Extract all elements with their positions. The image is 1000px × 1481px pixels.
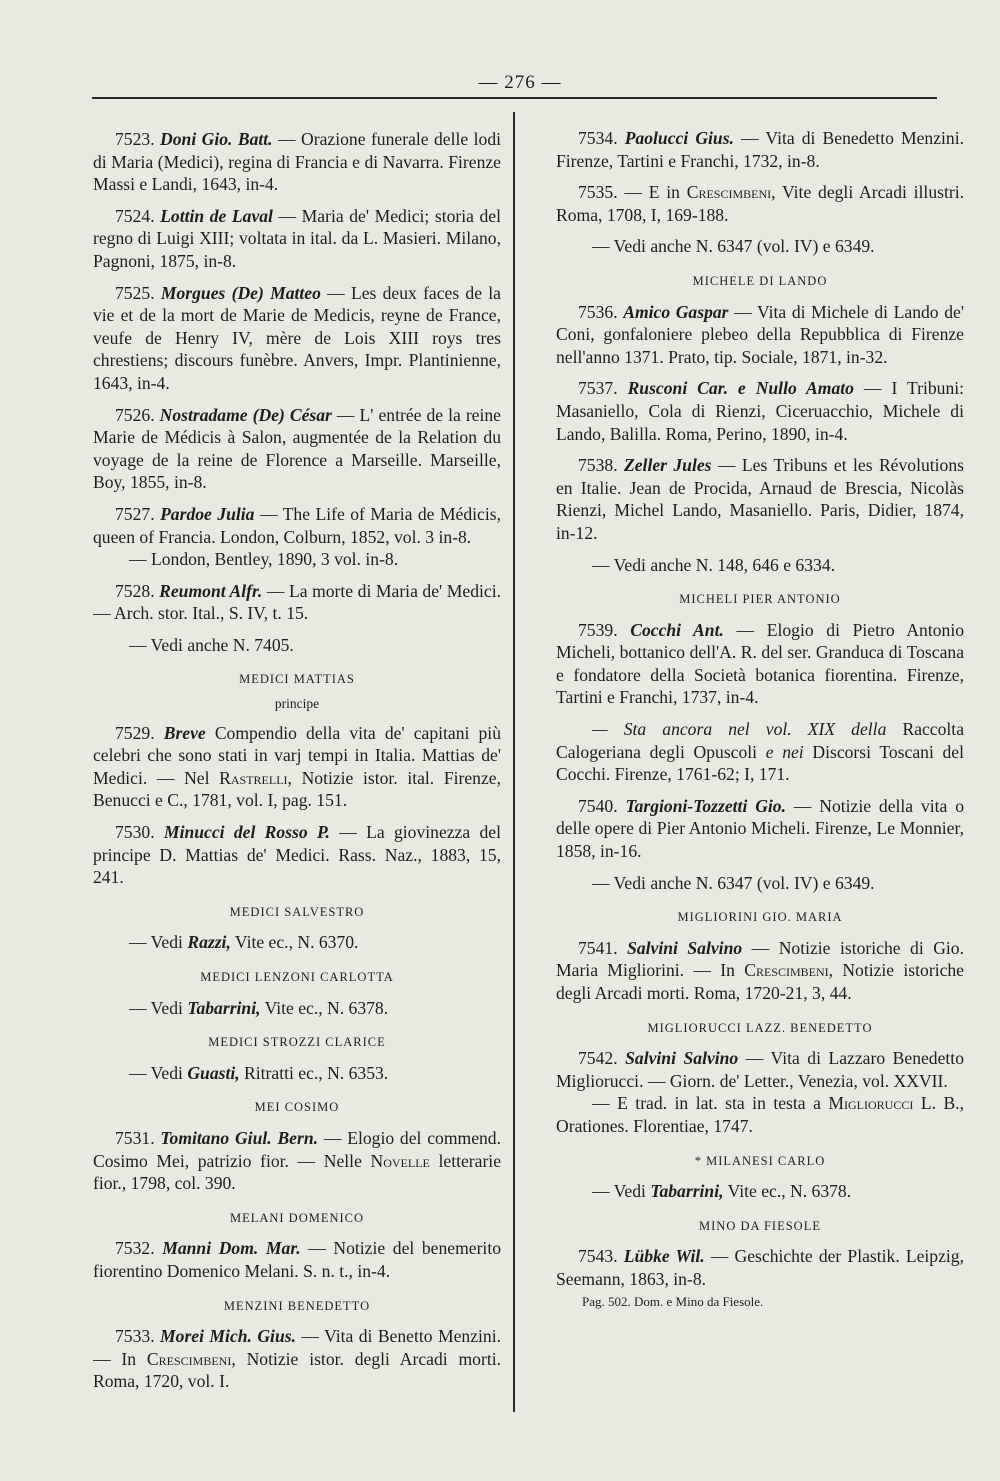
entry-7542: 7542. Salvini Salvino — Vita di Lazzaro Benedetto Migliorucci. — Giorn. de' Letter., Venezia, vol. XXVII.	[556, 1048, 964, 1091]
entry-7543-note: Pag. 502. Dom. e Mino da Fiesole.	[582, 1293, 764, 1309]
entry-7524: 7524. Lottin de Laval — Maria de' Medici; storia del regno di Luigi XIII; voltata in ital. da L. Masieri. Milano, Pagnoni, 1875, in-8.	[93, 205, 502, 271]
entry-7529: 7529. Breve Compendio della vita de' capitani più celebri che sono stati in varj tempi in Italia. Mattias de' Medici. — Nel Rastrelli, Notizie istor. ital. Firenze, Benucci e C., 1781, vol. I, pag. 151.	[93, 722, 501, 811]
entry-7532: 7532. Manni Dom. Mar. — Notizie del benemerito fiorentino Domenico Melani. S. n. t., in-4.	[93, 1238, 502, 1281]
heading-medici-lenzoni: MEDICI LENZONI CARLOTTA	[200, 970, 394, 984]
top-rule	[92, 97, 937, 99]
heading-menzini: MENZINI BENEDETTO	[223, 1298, 371, 1313]
entry-7534: 7534. Paolucci Gius. — Vita di Benedetto Menzini. Firenze, Tartini e Franchi, 1732, in-8.	[556, 128, 965, 171]
heading-mino-da-fiesole: MINO DA FIESOLE	[699, 1218, 821, 1233]
entry-7527: 7527. Pardoe Julia — The Life of Maria de Médicis, queen of Francia. London, Colburn, 1852, vol. 3 in-8.	[93, 503, 501, 547]
entry-7542-cont: — E trad. in lat. sta in testa a Migliorucci L. B., Orationes. Florentiae, 1747.	[556, 1093, 964, 1136]
heading-medici-salvestro: MEDICI SALVESTRO	[229, 904, 365, 919]
entry-milanesi-ref: — Vedi Tabarrini, Vite ec., N. 6378.	[592, 1181, 852, 1202]
entry-7535: 7535. — E in Crescimbeni, Vite degli Arcadi illustri. Roma, 1708, I, 169-188.	[556, 182, 964, 225]
heading-medici-strozzi: MEDICI STROZZI CLARICE	[208, 1035, 386, 1050]
subheading-principe: principe	[274, 696, 320, 712]
heading-michele-di-lando: MICHELE DI LANDO	[692, 273, 828, 288]
entry-salvestro-ref: — Vedi Razzi, Vite ec., N. 6370.	[129, 932, 359, 953]
entry-7537: 7537. Rusconi Car. e Nullo Amato — I Tribuni: Masaniello, Cola di Rienzi, Ciceruacchio, Michele di Lando, Balilla. Roma, Perino, 1890, in-4.	[556, 378, 965, 444]
entry-7539-cont: — Sta ancora nel vol. XIX della Raccolta Calogeriana degli Opuscoli e nei Discorsi Toscani del Cocchi. Firenze, 1761-62; I, 171.	[556, 719, 964, 785]
heading-milanesi: * MILANESI CARLO	[694, 1153, 826, 1168]
entry-lenzoni-ref: — Vedi Tabarrini, Vite ec., N. 6378.	[129, 997, 389, 1018]
heading-migliorucci: MIGLIORUCCI LAZZ. BENEDETTO	[647, 1020, 873, 1035]
entry-7540-cont: — Vedi anche N. 6347 (vol. IV) e 6349.	[592, 872, 875, 893]
entry-7531: 7531. Tomitano Giul. Bern. — Elogio del commend. Cosimo Mei, patrizio fior. — Nelle Novelle letterarie fior., 1798, col. 390.	[93, 1127, 502, 1194]
entry-7528-cont: — Vedi anche N. 7405.	[129, 634, 294, 655]
entry-7535-cont: — Vedi anche N. 6347 (vol. IV) e 6349.	[592, 236, 875, 257]
entry-7538-cont: — Vedi anche N. 148, 646 e 6334.	[592, 554, 836, 575]
heading-melani: MELANI DOMENICO	[229, 1210, 365, 1225]
entry-strozzi-ref: — Vedi Guasti, Ritratti ec., N. 6353.	[129, 1062, 389, 1083]
entry-7536: 7536. Amico Gaspar — Vita di Michele di Lando de' Coni, gonfaloniere plebeo della Repubblica di Firenze nell'anno 1371. Prato, tip. Sociale, 1871, in-32.	[556, 301, 964, 367]
entry-7525: 7525. Morgues (De) Matteo — Les deux faces de la vie et de la mort de Marie de Medicis, reyne de France, veufe de Henry IV, mère de Lois XIII roys tres chrestiens; discours funèbre. Anvers, Impr. Plantinienne, 1643, in-4.	[93, 282, 501, 393]
entry-7526: 7526. Nostradame (De) César — L' entrée de la reine Marie de Médicis à Salon, augmentée de la Relation du voyage de la reine de Florence a Marseille. Marseille, Boy, 1855, in-8.	[93, 404, 501, 493]
entry-7530: 7530. Minucci del Rosso P. — La giovinezza del principe D. Mattias de' Medici. Rass. Naz., 1883, 15, 241.	[93, 822, 502, 888]
entry-7533: 7533. Morei Mich. Gius. — Vita di Benetto Menzini. — In Crescimbeni, Notizie istor. degli Arcadi morti. Roma, 1720, vol. I.	[93, 1326, 501, 1392]
heading-medici-mattias: MEDICI MATTIAS	[239, 672, 355, 687]
entry-7541: 7541. Salvini Salvino — Notizie istoriche di Gio. Maria Migliorini. — In Crescimbeni, Notizie istoriche degli Arcadi morti. Roma, 1720-21, 3, 44.	[556, 937, 964, 1003]
entry-7539: 7539. Cocchi Ant. — Elogio di Pietro Antonio Micheli, bottanico dell'A. R. del ser. Granduca di Toscana e fondatore della Società botanica fiorentina. Firenze, Tartini e Franchi, 1737, in-4.	[556, 619, 965, 708]
left-column	[93, 128, 501, 1402]
heading-migliorini: MIGLIORINI GIO. MARIA	[677, 910, 843, 925]
entry-7523: 7523. Doni Gio. Batt. — Orazione funerale delle lodi di Maria (Medici), regina di Francia e di Navarra. Firenze Massi e Landi, 1643, in-4.	[93, 129, 502, 195]
entry-7528: 7528. Reumont Alfr. — La morte di Maria de' Medici. — Arch. stor. Ital., S. IV, t. 15.	[93, 580, 501, 624]
heading-mei-cosimo: MEI COSIMO	[254, 1100, 340, 1115]
entry-7527-cont: — London, Bentley, 1890, 3 vol. in-8.	[129, 549, 399, 570]
column-divider	[513, 112, 515, 1412]
heading-micheli: MICHELI PIER ANTONIO	[679, 592, 841, 607]
entry-7538: 7538. Zeller Jules — Les Tribuns et les Révolutions en Italie. Jean de Procida, Arnaud de Brescia, Nicolàs Rienzi, Michel Lando, Masaniello. Paris, Didier, 1874, in-12.	[556, 455, 964, 543]
page-number: — 276 —	[478, 72, 562, 93]
entry-7543: 7543. Lübke Wil. — Geschichte der Plastik. Leipzig, Seemann, 1863, in-8.	[556, 1246, 964, 1289]
right-column	[556, 127, 964, 1313]
entry-7540: 7540. Targioni-Tozzetti Gio. — Notizie della vita o delle opere di Pier Antonio Micheli. Firenze, Le Monnier, 1858, in-16.	[556, 795, 964, 862]
